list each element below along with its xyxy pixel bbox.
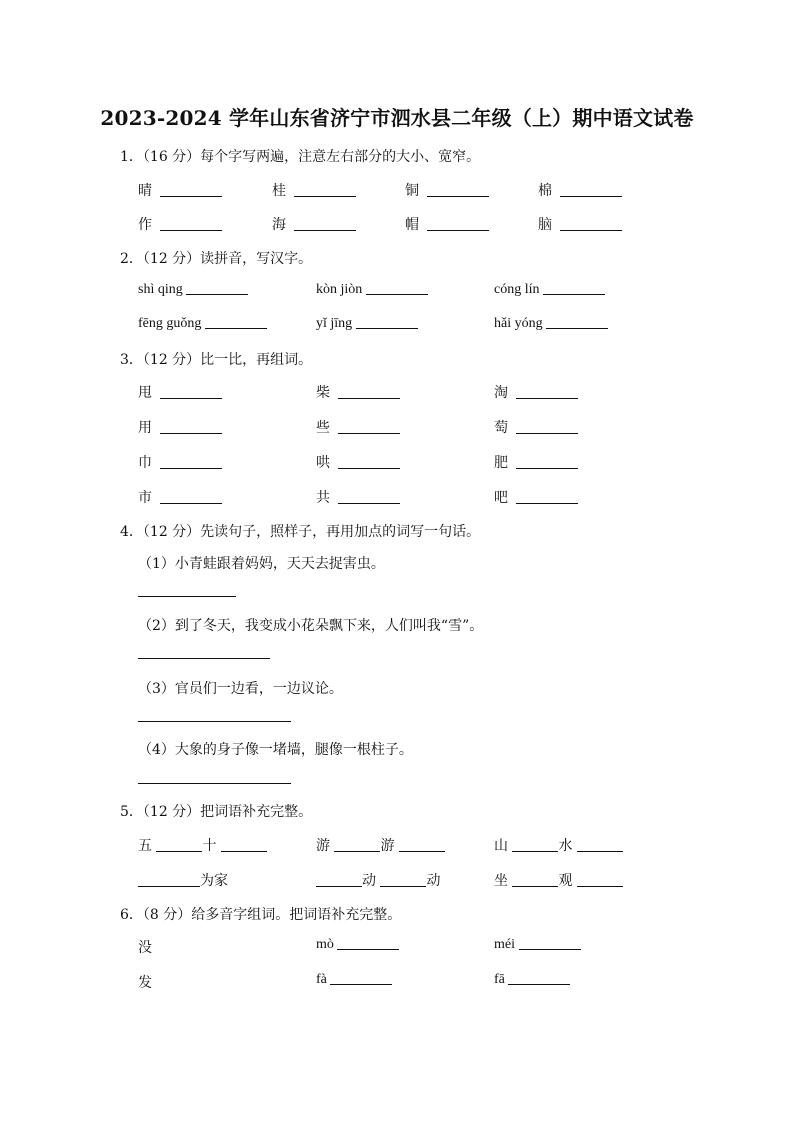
page-title: 2023-2024 学年山东省济宁市泗水县二年级（上）期中语文试卷 bbox=[100, 106, 694, 130]
question-5-heading: 5．（12 分）把词语补充完整。 bbox=[120, 804, 313, 820]
q3-item bbox=[316, 452, 400, 472]
q3-item bbox=[138, 452, 222, 472]
q1-item-7 bbox=[405, 214, 489, 234]
answer-blank[interactable] bbox=[160, 195, 222, 197]
q3-char: 共 bbox=[316, 490, 330, 506]
answer-blank[interactable] bbox=[546, 327, 608, 329]
answer-line[interactable] bbox=[138, 658, 270, 659]
pinyin-label: kòn jiòn bbox=[316, 282, 363, 297]
q3-char: 哄 bbox=[316, 455, 330, 471]
q4-sentence-1: （1）小青蛙跟着妈妈，天天去捉害虫。 bbox=[138, 556, 385, 572]
answer-blank[interactable] bbox=[338, 432, 400, 434]
q5-item-2 bbox=[316, 835, 445, 855]
q1-item-4 bbox=[538, 180, 622, 200]
q2-item-3 bbox=[494, 282, 605, 298]
q4-sentence-4: （4）大象的身子像一堵墙，腿像一根柱子。 bbox=[138, 742, 413, 758]
answer-blank[interactable] bbox=[512, 885, 558, 887]
answer-blank[interactable] bbox=[221, 850, 267, 852]
idiom-char: 坐 bbox=[494, 873, 508, 889]
q6-item bbox=[494, 972, 570, 988]
q1-char: 棉 bbox=[538, 183, 552, 199]
answer-blank[interactable] bbox=[427, 229, 489, 231]
answer-blank[interactable] bbox=[160, 229, 222, 231]
answer-blank[interactable] bbox=[560, 195, 622, 197]
q3-char: 肥 bbox=[494, 455, 508, 471]
answer-blank[interactable] bbox=[516, 397, 578, 399]
q3-item bbox=[494, 452, 578, 472]
q5-item-3 bbox=[494, 835, 623, 855]
q1-char: 晴 bbox=[138, 183, 152, 199]
answer-blank[interactable] bbox=[560, 229, 622, 231]
answer-blank[interactable] bbox=[577, 850, 623, 852]
q3-char: 市 bbox=[138, 490, 152, 506]
answer-line[interactable] bbox=[138, 596, 236, 597]
question-1-heading: 1．（16 分）每个字写两遍，注意左右部分的大小、宽窄。 bbox=[120, 149, 481, 165]
q3-item bbox=[494, 487, 578, 507]
answer-blank[interactable] bbox=[294, 229, 356, 231]
q1-char: 桂 bbox=[272, 183, 286, 199]
answer-blank[interactable] bbox=[338, 467, 400, 469]
answer-blank[interactable] bbox=[427, 195, 489, 197]
answer-blank[interactable] bbox=[516, 467, 578, 469]
q1-char: 脑 bbox=[538, 217, 552, 233]
answer-blank[interactable] bbox=[356, 327, 418, 329]
answer-blank[interactable] bbox=[160, 397, 222, 399]
answer-blank[interactable] bbox=[519, 948, 581, 950]
pinyin-label: cóng lín bbox=[494, 282, 540, 297]
answer-blank[interactable] bbox=[337, 948, 399, 950]
answer-blank[interactable] bbox=[186, 293, 248, 295]
q2-item-6 bbox=[494, 316, 608, 332]
q5-item-1 bbox=[138, 835, 267, 855]
pinyin-label: fà bbox=[316, 972, 327, 987]
answer-blank[interactable] bbox=[160, 432, 222, 434]
q6-item bbox=[494, 937, 581, 953]
pinyin-label: mò bbox=[316, 937, 334, 952]
pinyin-label: hǎi yóng bbox=[494, 316, 543, 331]
q3-item bbox=[138, 417, 222, 437]
pinyin-label: yǐ jīng bbox=[316, 316, 353, 331]
q2-item-4 bbox=[138, 316, 267, 332]
q3-item bbox=[494, 382, 578, 402]
q1-char: 作 bbox=[138, 217, 152, 233]
answer-blank[interactable] bbox=[156, 850, 202, 852]
idiom-char: 水 bbox=[558, 838, 573, 854]
answer-blank[interactable] bbox=[543, 293, 605, 295]
q5-item-6 bbox=[494, 870, 623, 890]
answer-blank[interactable] bbox=[205, 327, 267, 329]
idiom-char: 五 bbox=[138, 838, 152, 854]
answer-blank[interactable] bbox=[399, 850, 445, 852]
q2-item-1 bbox=[138, 282, 248, 298]
idiom-char: 十 bbox=[202, 838, 217, 854]
answer-line[interactable] bbox=[138, 721, 291, 722]
q1-item-2 bbox=[272, 180, 356, 200]
answer-blank[interactable] bbox=[160, 467, 222, 469]
answer-blank[interactable] bbox=[138, 885, 200, 887]
pinyin-label: méi bbox=[494, 937, 515, 952]
answer-blank[interactable] bbox=[338, 502, 400, 504]
q3-char: 吧 bbox=[494, 490, 508, 506]
idiom-char: 动 bbox=[362, 873, 376, 889]
q3-item bbox=[138, 382, 222, 402]
q1-char: 铜 bbox=[405, 183, 419, 199]
q2-item-5 bbox=[316, 316, 418, 332]
q3-item bbox=[138, 487, 222, 507]
answer-blank[interactable] bbox=[294, 195, 356, 197]
idiom-char: 游 bbox=[380, 838, 395, 854]
idiom-char: 动 bbox=[426, 873, 441, 889]
q1-char: 海 bbox=[272, 217, 286, 233]
q3-char: 甩 bbox=[138, 385, 152, 401]
answer-blank[interactable] bbox=[577, 885, 623, 887]
q1-item-8 bbox=[538, 214, 622, 234]
q3-char: 巾 bbox=[138, 455, 152, 471]
q2-item-2 bbox=[316, 282, 428, 298]
idiom-char: 游 bbox=[316, 838, 330, 854]
answer-blank[interactable] bbox=[508, 983, 570, 985]
question-2-heading: 2．（12 分）读拼音，写汉字。 bbox=[120, 251, 313, 267]
q3-char: 柴 bbox=[316, 385, 330, 401]
q1-item-5 bbox=[138, 214, 222, 234]
answer-blank[interactable] bbox=[160, 502, 222, 504]
q3-item bbox=[494, 417, 578, 437]
idiom-char: 观 bbox=[558, 873, 573, 889]
pinyin-label: fā bbox=[494, 972, 505, 987]
q3-item bbox=[316, 382, 400, 402]
q5-item-5 bbox=[316, 870, 440, 890]
q6-item bbox=[316, 972, 392, 988]
answer-blank[interactable] bbox=[380, 885, 426, 887]
q3-item bbox=[316, 487, 400, 507]
answer-blank[interactable] bbox=[316, 885, 362, 887]
q3-item bbox=[316, 417, 400, 437]
answer-blank[interactable] bbox=[334, 850, 380, 852]
q6-item bbox=[316, 937, 399, 953]
idiom-chars: 为家 bbox=[200, 873, 228, 889]
q3-char: 用 bbox=[138, 420, 152, 436]
q1-char: 帽 bbox=[405, 217, 419, 233]
answer-blank[interactable] bbox=[516, 502, 578, 504]
q6-char-1: 没 bbox=[138, 940, 152, 956]
idiom-char: 山 bbox=[494, 838, 508, 854]
q3-char: 萄 bbox=[494, 420, 508, 436]
q3-char: 些 bbox=[316, 420, 330, 436]
q1-item-6 bbox=[272, 214, 356, 234]
question-3-heading: 3．（12 分）比一比，再组词。 bbox=[120, 352, 313, 368]
pinyin-label: shì qing bbox=[138, 282, 183, 297]
answer-blank[interactable] bbox=[366, 293, 428, 295]
q5-item-4 bbox=[138, 870, 228, 890]
q4-sentence-2: （2）到了冬天，我变成小花朵飘下来，人们叫我“雪”。 bbox=[138, 618, 484, 634]
q4-sentence-3: （3）官员们一边看，一边议论。 bbox=[138, 681, 343, 697]
q1-item-3 bbox=[405, 180, 489, 200]
q6-char-2: 发 bbox=[138, 975, 152, 991]
answer-blank[interactable] bbox=[516, 432, 578, 434]
answer-blank[interactable] bbox=[512, 850, 558, 852]
q1-item-1 bbox=[138, 180, 222, 200]
question-6-heading: 6．（8 分）给多音字组词。把词语补充完整。 bbox=[120, 907, 402, 923]
question-4-heading: 4．（12 分）先读句子，照样子，再用加点的词写一句话。 bbox=[120, 524, 481, 540]
q3-char: 淘 bbox=[494, 385, 508, 401]
answer-line[interactable] bbox=[138, 783, 291, 784]
answer-blank[interactable] bbox=[330, 983, 392, 985]
pinyin-label: fēng guǒng bbox=[138, 316, 202, 331]
answer-blank[interactable] bbox=[338, 397, 400, 399]
